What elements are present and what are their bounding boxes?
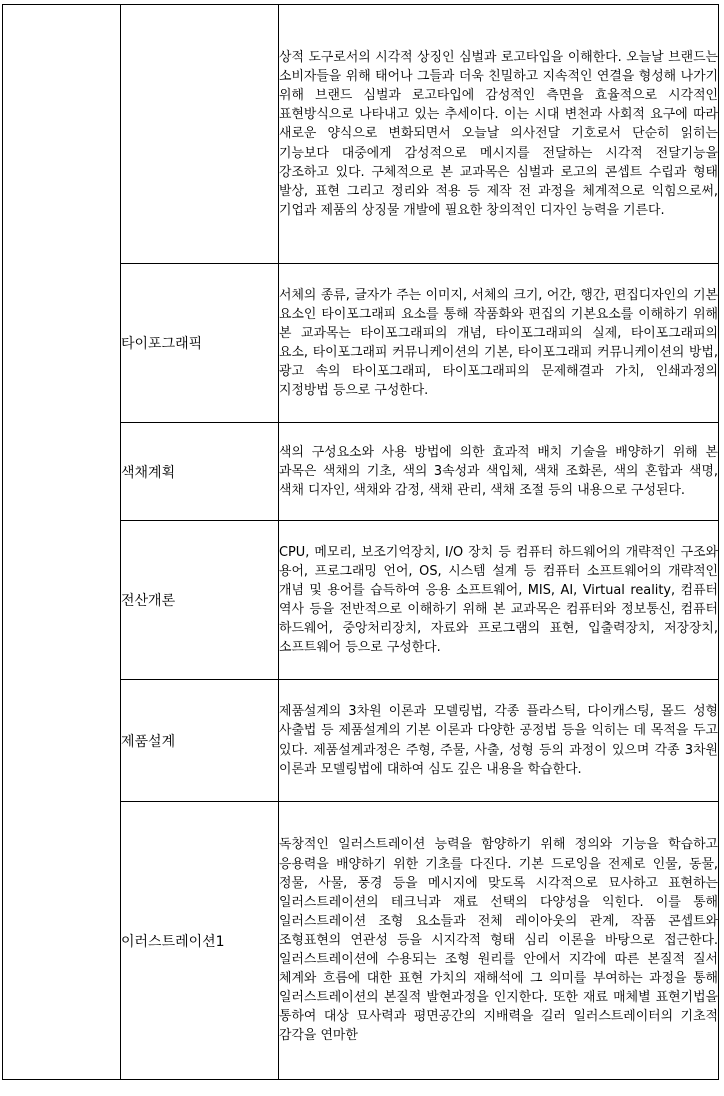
course-name-cell: 이러스트레이션1: [121, 802, 279, 1080]
category-cell: [3, 5, 121, 1080]
course-name-cell: 전산개론: [121, 521, 279, 680]
course-description-cell: [279, 680, 719, 802]
course-description: CPU, 메모리, 보조기억장치, I/O 장치 등 컴퓨터 하드웨어의 개략적인 구조와 용어, 프로그래밍 언어, OS, 시스템 설계 등 컴퓨터 소프트웨어의 개략적인 개념 및 용어를 습득하여 응용 소프트웨어, MIS, AI, Virtual reality, 컴퓨터 역사 등을 전반적으로 이해하기 위해 본 교과목은 컴퓨터와 정보통신, 컴퓨터 하드웨어, 중앙처리장치, 자료와 프로그램의 표현, 입출력장치, 저장장치, 소프트웨어 등으로 구성한다.: [279, 544, 718, 656]
course-description-cell: [279, 423, 719, 521]
course-description: 서체의 종류, 글자가 주는 이미지, 서체의 크기, 어간, 행간, 편집디자인의 기본 요소인 타이포그래피 요소를 통해 작품화와 편집의 기본요소를 이해하기 위해 본 교과목는 타이포그래피의 개념, 타이포그래피의 실제, 타이포그래피의 요소, 타이포그래피 커뮤니케이션의 기본, 타이포그래피 커뮤니케이션의 방법, 광고 속의 타이포그래피, 타이포그래피의 문제해결과 가치, 인쇄과정의 지정방법 등으로 구성한다.: [279, 287, 718, 399]
course-description: 상적 도구로서의 시각적 상징인 심벌과 로고타입을 이해한다. 오늘날 브랜드는 소비자들을 위해 태어나 그들과 더욱 친밀하고 지속적인 연결을 형성해 나가기 위해 브랜드 심벌과 로고타입에 감성적인 측면을 효율적으로 시각적인 표현방식으로 나타내고 있는 추세이다. 이는 시대 변천과 사회적 요구에 따라 새로운 양식으로 변화되면서 오늘날 의사전달 기호로서 단순히 읽히는 기능보다 대중에게 감성적으로 메시지를 전달하는 시각적 전달기능을 강조하고 있다. 구체적으로 본 교과목은 심벌과 로고의 콘셉트 수립과 형태 발상, 표현 그리고 정리와 적용 등 제작 전 과정을 체계적으로 익힘으로써, 기업과 제품의 상징물 개발에 필요한 창의적인 디자인 능력을 기른다.: [279, 50, 718, 218]
course-name-cell: 타이포그래픽: [121, 264, 279, 423]
course-name-cell: [121, 5, 279, 264]
course-name-cell: 제품설계: [121, 680, 279, 802]
course-description: 색의 구성요소와 사용 방법에 의한 효과적 배치 기술을 배양하기 위해 본 과목은 색채의 기초, 색의 3속성과 색입체, 색채 조화론, 색의 혼합과 색명, 색채 디자인, 색채와 감정, 색채 관리, 색채 조절 등의 내용으로 구성된다.: [279, 444, 718, 499]
course-description-cell: [279, 264, 719, 423]
course-description-cell: [279, 521, 719, 680]
course-description-cell: [279, 5, 719, 264]
course-table: [2, 4, 719, 1080]
course-description-cell: [279, 802, 719, 1080]
course-description: 독창적인 일러스트레이션 능력을 함양하기 위해 정의와 기능을 학습하고 응용력을 배양하기 위한 기초를 다진다. 기본 드로잉을 전제로 인물, 동물, 정물, 사물, 풍경 등을 메시지에 맞도록 시각적으로 묘사하고 표현하는 일러스트레이션의 테크닉과 재료 선택의 다양성을 익힌다. 이를 통해 일러스트레이션 조형 요소들과 전체 레이아웃의 관계, 작품 콘셉트와 조형표현의 연관성 등을 시지각적 형태 심리 이론을 바탕으로 접근한다. 일러스트레이션에 수용되는 조형 원리를 안에서 지각에 따른 본질적 질서 체계와 흐름에 대한 표현 가치의 재해석에 그 의미를 부여하는 과정을 통해 일러스트레이션의 본질적 발현과정을 인지한다. 또한 재료 매체별 표현기법을 통하여 대상 묘사력과 평면공간의 지배력을 길러 일러스트레이터의 기초적 감각을 연마한: [279, 837, 718, 1044]
course-description: 제품설계의 3차원 이론과 모델링법, 각종 플라스틱, 다이캐스팅, 몰드 성형 사출법 등 제품설계의 기본 이론과 다양한 공정법 등을 익히는 데 목적을 두고 있다. 제품설계과정은 주형, 주물, 사출, 성형 등의 과정이 있으며 각종 3차원 이론과 모델링법에 대하여 심도 깊은 내용을 학습한다.: [279, 704, 718, 777]
course-name-cell: 색채계획: [121, 423, 279, 521]
table-row: [3, 5, 719, 264]
